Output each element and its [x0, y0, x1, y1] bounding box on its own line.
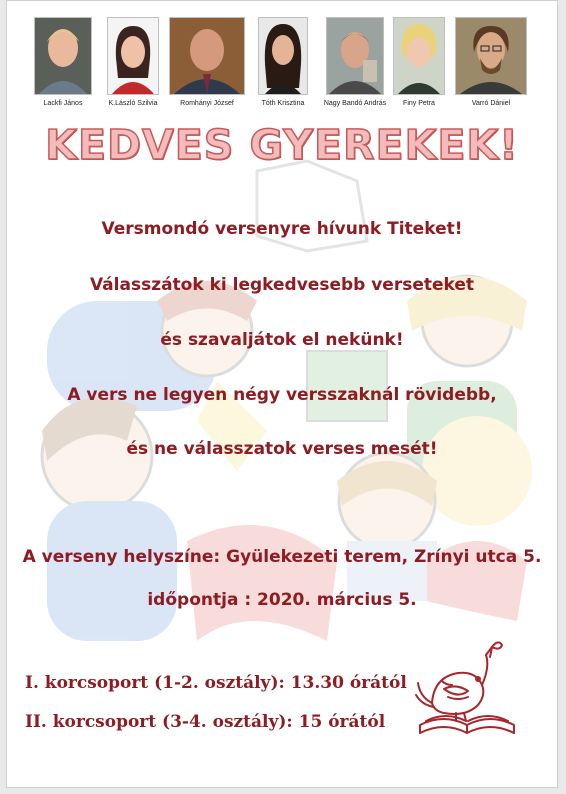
portrait-photo	[258, 17, 308, 95]
jury-name: Finy Petra	[403, 100, 435, 107]
portrait-photo	[107, 17, 159, 95]
portrait-photo	[326, 17, 384, 95]
jury-member	[169, 17, 245, 107]
jury-name: Lackfi János	[43, 100, 83, 107]
rule-line: és ne válasszatok verses mesét!	[126, 439, 438, 459]
instruction-line: Válasszátok ki legkedvesebb verseteket	[89, 275, 475, 295]
jury-photo-row	[7, 17, 557, 112]
poster-page	[6, 0, 558, 788]
jury-name: Varró Dániel	[471, 100, 511, 107]
headline: KEDVES GYEREKEK!	[45, 121, 519, 169]
age-group-2: II. korcsoport (3-4. osztály): 15 órától	[25, 712, 386, 732]
jury-member	[103, 17, 163, 107]
jury-name: Romhányi József	[180, 100, 234, 107]
jury-member	[32, 17, 94, 107]
instruction-line: és szavaljátok el nekünk!	[160, 330, 404, 350]
portrait-photo	[34, 17, 92, 95]
jury-name: Tóth Krisztina	[261, 100, 305, 107]
jury-member	[255, 17, 311, 107]
venue-line: A verseny helyszíne: Gyülekezeti terem, Zrínyi utca 5.	[22, 547, 542, 567]
invitation-line: Versmondó versenyre hívunk Titeket!	[101, 219, 463, 239]
date-line: időpontja : 2020. március 5.	[147, 590, 417, 610]
jury-name: K.László Szilvia	[108, 100, 158, 107]
jury-member	[391, 17, 447, 107]
jury-member	[317, 17, 393, 107]
age-group-1: I. korcsoport (1-2. osztály): 13.30 órától	[25, 673, 407, 693]
portrait-photo	[455, 17, 527, 95]
portrait-photo	[393, 17, 445, 95]
bird-on-open-book-icon	[412, 633, 522, 745]
portrait-photo	[169, 17, 245, 95]
jury-member	[453, 17, 529, 107]
jury-name: Nagy Bandó András	[323, 100, 387, 107]
rule-line: A vers ne legyen négy versszaknál rövidebb,	[67, 385, 497, 405]
